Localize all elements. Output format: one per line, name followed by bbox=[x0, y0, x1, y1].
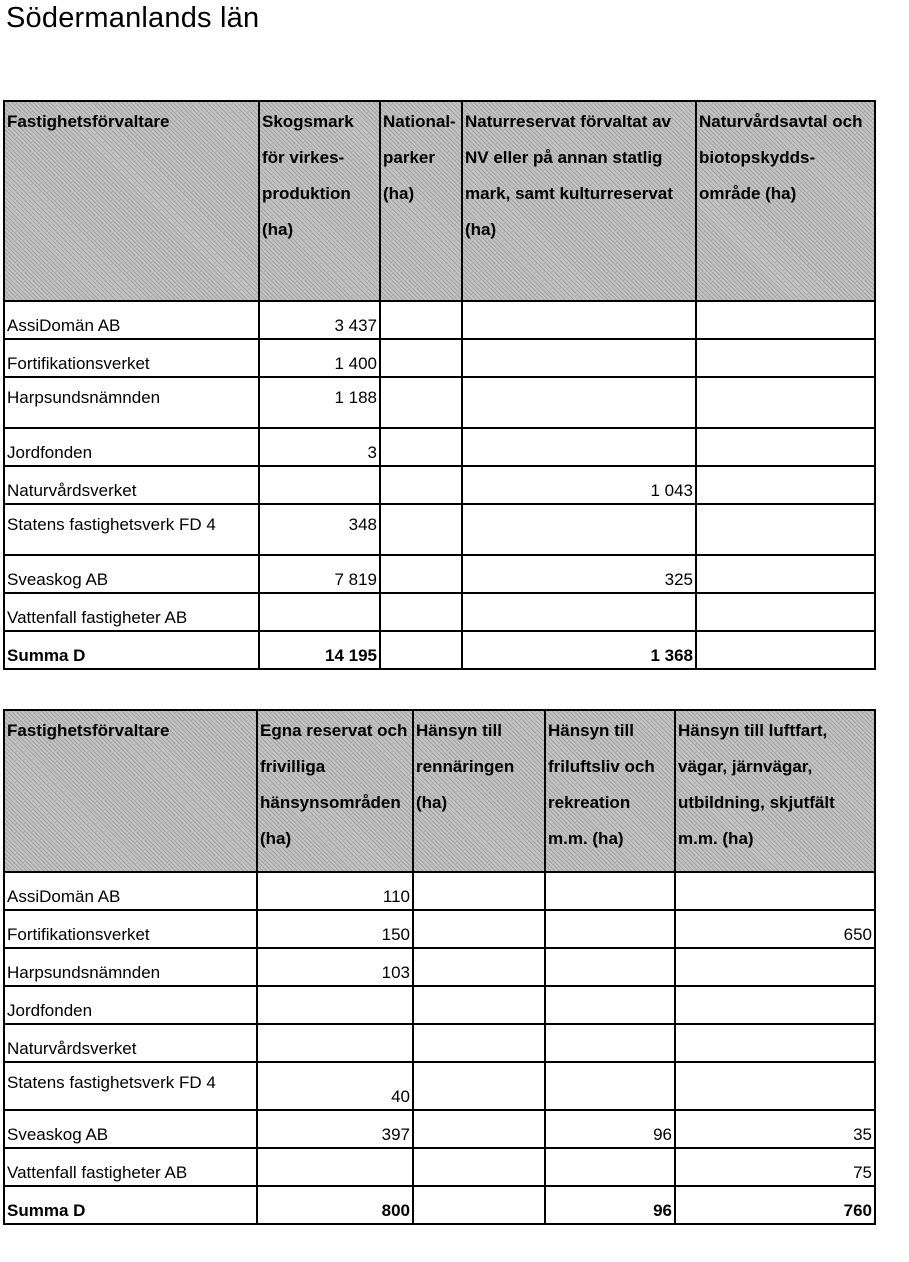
summary-row bbox=[4, 631, 875, 669]
cell-total: 96 bbox=[545, 1186, 675, 1224]
cell-value: 40 bbox=[257, 1062, 413, 1110]
cell-total: 760 bbox=[675, 1186, 875, 1224]
cell-value: 35 bbox=[675, 1110, 875, 1148]
cell-value bbox=[380, 593, 462, 631]
column-header: Hänsyn till friluftsliv och rekreation m.m. (ha) bbox=[545, 710, 675, 872]
table-row bbox=[4, 301, 875, 339]
cell-manager: Statens fastighetsverk FD 4 bbox=[4, 504, 259, 555]
column-header: Hänsyn till luftfart, vägar, järnvägar, utbildning, skjutfält m.m. (ha) bbox=[675, 710, 875, 872]
page-title: Södermanlands län bbox=[6, 2, 260, 34]
cell-value bbox=[545, 948, 675, 986]
cell-value: 96 bbox=[545, 1110, 675, 1148]
table-row bbox=[4, 555, 875, 593]
cell-value bbox=[675, 948, 875, 986]
cell-value bbox=[462, 428, 696, 466]
cell-total: 14 195 bbox=[259, 631, 380, 669]
cell-value bbox=[675, 872, 875, 910]
column-header: Fastighetsförvaltare bbox=[4, 710, 257, 872]
table-row bbox=[4, 339, 875, 377]
table-header-row bbox=[4, 710, 875, 872]
cell-value bbox=[380, 555, 462, 593]
cell-value: 650 bbox=[675, 910, 875, 948]
cell-value bbox=[696, 428, 875, 466]
cell-manager: AssiDomän AB bbox=[4, 872, 257, 910]
column-header: Skogsmark för virkes-produktion (ha) bbox=[259, 101, 380, 301]
table-row bbox=[4, 872, 875, 910]
cell-value bbox=[545, 986, 675, 1024]
forest-land-table bbox=[3, 100, 876, 670]
cell-manager: Naturvårdsverket bbox=[4, 466, 259, 504]
cell-manager: Summa D bbox=[4, 631, 259, 669]
cell-total bbox=[413, 1186, 545, 1224]
cell-value: 325 bbox=[462, 555, 696, 593]
cell-manager: Naturvårdsverket bbox=[4, 1024, 257, 1062]
table-row bbox=[4, 377, 875, 428]
cell-value bbox=[545, 1062, 675, 1110]
cell-value bbox=[696, 504, 875, 555]
cell-manager: Jordfonden bbox=[4, 428, 259, 466]
column-header: National-parker (ha) bbox=[380, 101, 462, 301]
cell-value bbox=[380, 339, 462, 377]
cell-value bbox=[413, 872, 545, 910]
table-row bbox=[4, 1062, 875, 1110]
cell-value: 150 bbox=[257, 910, 413, 948]
table-row bbox=[4, 428, 875, 466]
cell-value bbox=[545, 872, 675, 910]
cell-value bbox=[413, 910, 545, 948]
cell-value bbox=[380, 428, 462, 466]
cell-manager: Summa D bbox=[4, 1186, 257, 1224]
summary-row bbox=[4, 1186, 875, 1224]
cell-value: 1 188 bbox=[259, 377, 380, 428]
cell-value bbox=[462, 504, 696, 555]
cell-value bbox=[545, 1148, 675, 1186]
cell-value bbox=[259, 466, 380, 504]
table-row bbox=[4, 1148, 875, 1186]
cell-value: 7 819 bbox=[259, 555, 380, 593]
cell-manager: Sveaskog AB bbox=[4, 1110, 257, 1148]
column-header: Naturreservat förvaltat av NV eller på annan statlig mark, samt kulturreservat (ha) bbox=[462, 101, 696, 301]
cell-value bbox=[257, 986, 413, 1024]
consideration-areas-table bbox=[3, 709, 876, 1225]
table-row bbox=[4, 466, 875, 504]
cell-value: 3 bbox=[259, 428, 380, 466]
table-row bbox=[4, 910, 875, 948]
cell-value bbox=[696, 339, 875, 377]
cell-value: 103 bbox=[257, 948, 413, 986]
cell-value bbox=[462, 377, 696, 428]
cell-value bbox=[696, 466, 875, 504]
cell-value bbox=[696, 377, 875, 428]
cell-value bbox=[462, 593, 696, 631]
cell-value bbox=[259, 593, 380, 631]
cell-value: 110 bbox=[257, 872, 413, 910]
table-header-row bbox=[4, 101, 875, 301]
cell-value: 75 bbox=[675, 1148, 875, 1186]
cell-value: 1 043 bbox=[462, 466, 696, 504]
cell-value bbox=[545, 1024, 675, 1062]
cell-value bbox=[462, 339, 696, 377]
cell-manager: Sveaskog AB bbox=[4, 555, 259, 593]
cell-manager: Vattenfall fastigheter AB bbox=[4, 593, 259, 631]
column-header: Fastighetsförvaltare bbox=[4, 101, 259, 301]
cell-value: 348 bbox=[259, 504, 380, 555]
cell-value bbox=[462, 301, 696, 339]
table-row bbox=[4, 986, 875, 1024]
cell-value bbox=[257, 1024, 413, 1062]
cell-total: 800 bbox=[257, 1186, 413, 1224]
cell-value bbox=[696, 301, 875, 339]
cell-value bbox=[413, 948, 545, 986]
cell-manager: Harpsundsnämnden bbox=[4, 948, 257, 986]
cell-value bbox=[380, 377, 462, 428]
table-row bbox=[4, 948, 875, 986]
cell-value: 1 400 bbox=[259, 339, 380, 377]
cell-value bbox=[696, 555, 875, 593]
cell-manager: AssiDomän AB bbox=[4, 301, 259, 339]
column-header: Egna reservat och frivilliga hänsynsområden (ha) bbox=[257, 710, 413, 872]
cell-value bbox=[696, 593, 875, 631]
cell-value bbox=[675, 1024, 875, 1062]
cell-value bbox=[413, 1148, 545, 1186]
cell-value bbox=[413, 986, 545, 1024]
cell-value bbox=[380, 504, 462, 555]
cell-value bbox=[545, 910, 675, 948]
column-header: Hänsyn till rennäringen (ha) bbox=[413, 710, 545, 872]
cell-value bbox=[413, 1110, 545, 1148]
table-row bbox=[4, 504, 875, 555]
cell-total bbox=[696, 631, 875, 669]
cell-manager: Vattenfall fastigheter AB bbox=[4, 1148, 257, 1186]
cell-total bbox=[380, 631, 462, 669]
cell-manager: Fortifikationsverket bbox=[4, 910, 257, 948]
cell-value: 397 bbox=[257, 1110, 413, 1148]
cell-value bbox=[257, 1148, 413, 1186]
cell-value: 3 437 bbox=[259, 301, 380, 339]
table-row bbox=[4, 1024, 875, 1062]
cell-manager: Statens fastighetsverk FD 4 bbox=[4, 1062, 257, 1110]
column-header: Naturvårdsavtal och biotopskydds-område (ha) bbox=[696, 101, 875, 301]
cell-manager: Harpsundsnämnden bbox=[4, 377, 259, 428]
cell-value bbox=[675, 1062, 875, 1110]
cell-total: 1 368 bbox=[462, 631, 696, 669]
table-row bbox=[4, 1110, 875, 1148]
cell-value bbox=[413, 1024, 545, 1062]
cell-value bbox=[675, 986, 875, 1024]
cell-manager: Jordfonden bbox=[4, 986, 257, 1024]
cell-value bbox=[413, 1062, 545, 1110]
table-row bbox=[4, 593, 875, 631]
cell-value bbox=[380, 301, 462, 339]
cell-value bbox=[380, 466, 462, 504]
cell-manager: Fortifikationsverket bbox=[4, 339, 259, 377]
